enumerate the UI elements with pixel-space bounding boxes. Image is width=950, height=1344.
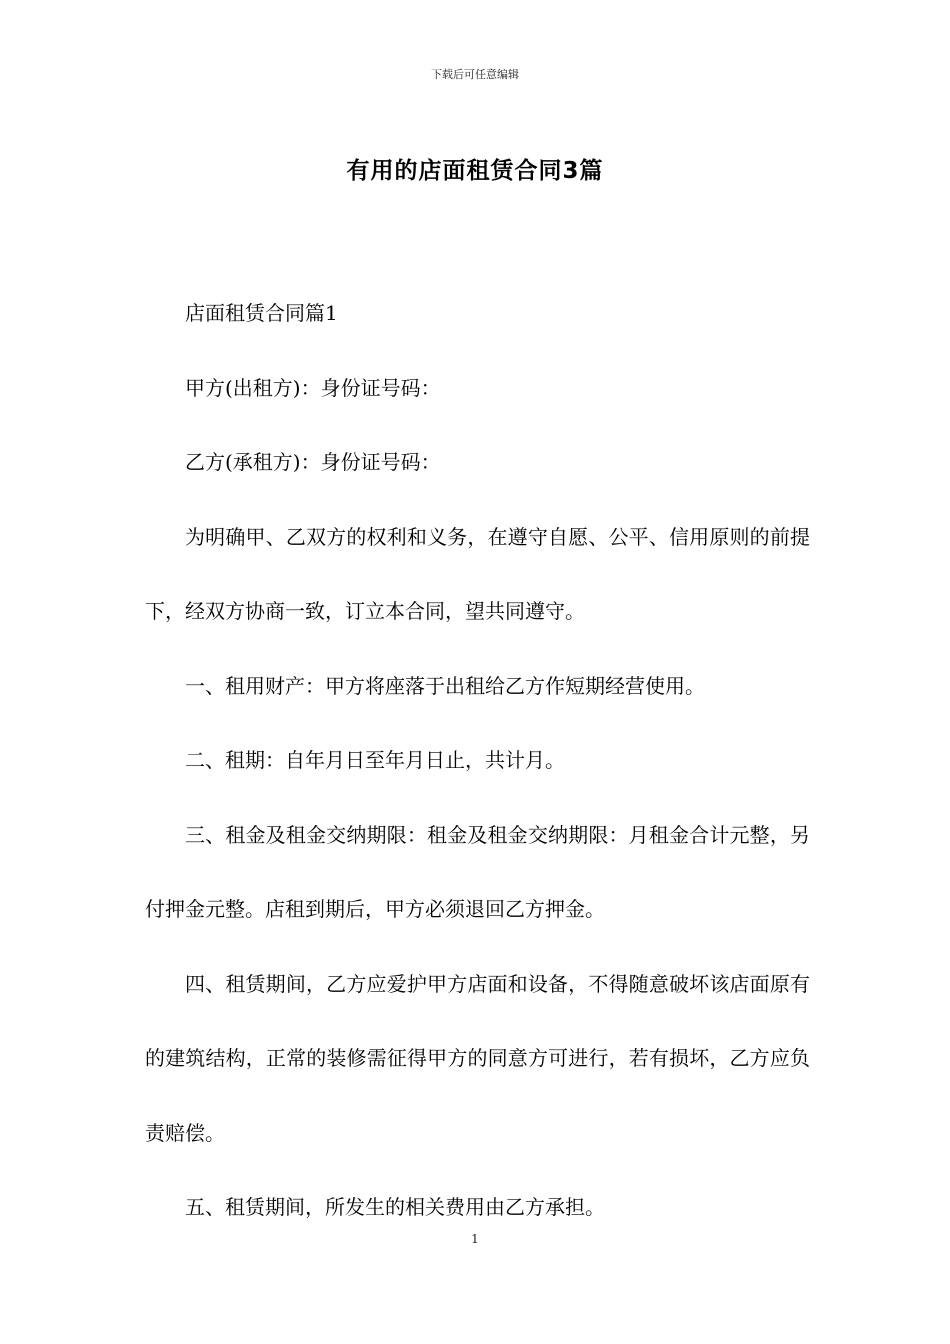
page-number: 1	[471, 1232, 479, 1246]
clause-4: 四、租赁期间，乙方应爱护甲方店面和设备，不得随意破坏该店面原有的建筑结构，正常的装修需征得甲方的同意方可进行，若有损坏，乙方应负责赔偿。	[145, 971, 810, 1145]
clause-5: 五、租赁期间，所发生的相关费用由乙方承担。	[185, 1195, 605, 1219]
party-a-line: 甲方(出租方)：身份证号码：	[185, 375, 441, 400]
preamble-paragraph: 为明确甲、乙双方的权利和义务，在遵守自愿、公平、信用原则的前提下，经双方协商一致，订立本合同，望共同遵守。	[145, 524, 810, 623]
header-note: 下载后可任意编辑	[431, 68, 519, 81]
clause-3: 三、租金及租金交纳期限：租金及租金交纳期限：月租金合计元整，另付押金元整。店租到期后，甲方必须退回乙方押金。	[145, 822, 810, 921]
clause-2: 二、租期：自年月日至年月日止，共计月。	[185, 748, 565, 772]
document-title: 有用的店面租赁合同3篇	[346, 158, 604, 184]
clause-1: 一、租用财产：甲方将座落于出租给乙方作短期经营使用。	[185, 673, 705, 698]
party-b-line: 乙方(承租方)：身份证号码：	[185, 450, 441, 474]
section-heading: 店面租赁合同篇1	[185, 301, 338, 325]
document-body	[145, 276, 810, 1245]
